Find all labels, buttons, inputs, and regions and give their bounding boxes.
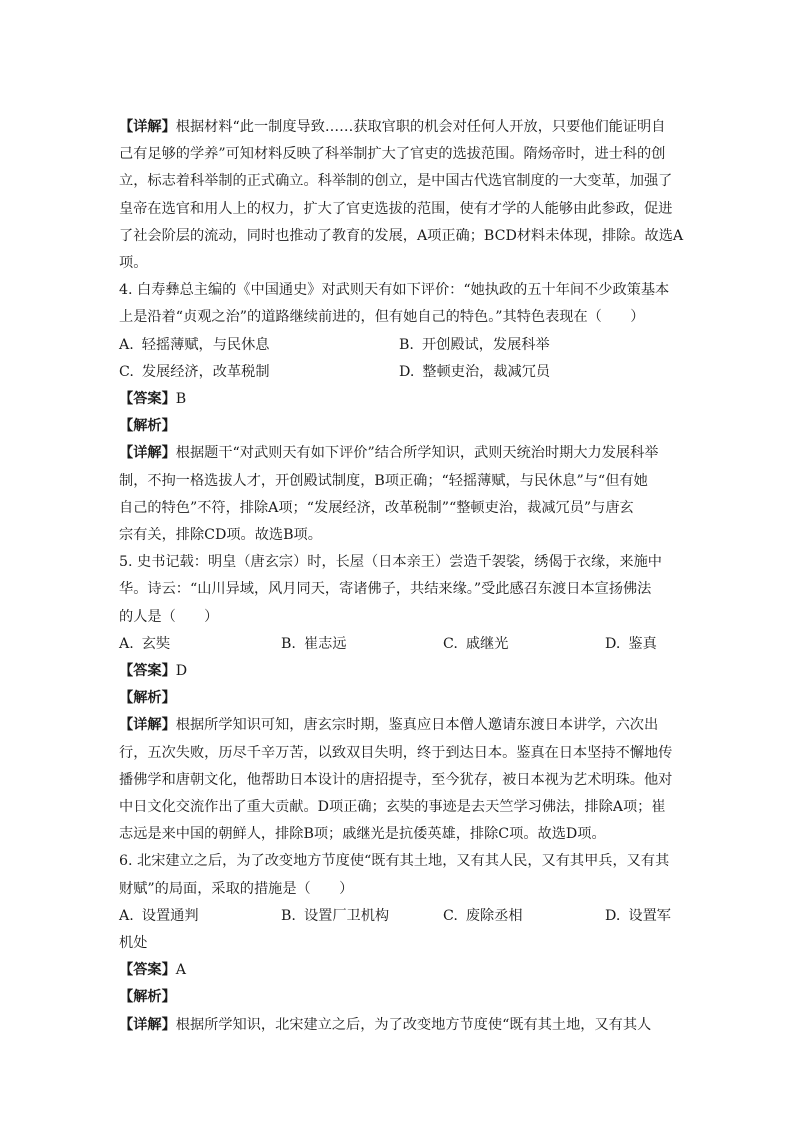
q4-stem bbox=[119, 277, 679, 331]
q3-detail-line: 立，标志着科举制的正式确立。科举制的创立，是中国古代选官制度的一大变革，加强了 bbox=[119, 173, 673, 190]
q4-answer: 【答案】B bbox=[119, 391, 187, 407]
q6-option-d-wrap: 机处 bbox=[119, 935, 148, 952]
q5-detail-line: 中日文化交流作出了重大贡献。D项正确；玄奘的事迹是去天竺学习佛法，排除A项；崔 bbox=[119, 799, 666, 816]
q3-detail-line: 己有足够的学养”可知材料反映了科举制扩大了官吏的选拔范围。隋炀帝时，进士科的创 bbox=[119, 146, 666, 163]
q4-detail bbox=[119, 440, 679, 549]
q6-detail-line: 【详解】根据所学知识，北宋建立之后，为了改变地方节度使“既有其土地，又有其人 bbox=[119, 1016, 652, 1033]
q6-stem-line: 财赋”的局面，采取的措施是（ ） bbox=[119, 880, 354, 897]
q5-stem-line: 华。诗云：“山川异域，风月同天，寄诸佛子，共结来缘。”受此感召东渡日本宣扬佛法 bbox=[119, 581, 652, 598]
q6-stem bbox=[119, 848, 679, 902]
q4-detail-line: 【详解】根据题干“对武则天有如下评价”结合所学知识，武则天统治时期大力发展科举 bbox=[119, 445, 659, 462]
q5-detail-line: 播佛学和唐朝文化，他帮助日本设计的唐招提寺，至今犹存，被日本视为艺术明珠。他对 bbox=[119, 771, 673, 788]
q5-answer: 【答案】D bbox=[119, 663, 188, 680]
q3-detail-line: 项。 bbox=[119, 255, 148, 272]
q6-option-a: A. 设置通判 bbox=[119, 907, 199, 924]
q6-options-row bbox=[119, 903, 679, 930]
q5-stem-line: 的人是（ ） bbox=[119, 608, 219, 625]
detail-label: 【详解】 bbox=[119, 119, 176, 135]
q3-detail-line: 皇帝在选官和用人上的权力，扩大了官吏选拔的范围，使有才学的人能够由此参政，促进 bbox=[119, 200, 673, 217]
q5-option-d: D. 鉴真 bbox=[605, 635, 657, 652]
q6-option-d: D. 设置军 bbox=[605, 907, 671, 924]
q4-stem-line: 4. 白寿彝总主编的《中国通史》对武则天有如下评价：“她执政的五十年间不少政策基本 bbox=[119, 282, 670, 299]
q4-detail-line: 宗有关，排除CD项。故选B项。 bbox=[119, 527, 322, 544]
q3-detail-line: 了社会阶层的流动，同时也推动了教育的发展，A项正确；BCD材料未体现，排除。故选A bbox=[119, 227, 684, 244]
q5-detail-line: 行，五次失败，历尽千辛万苦，以致双目失明，终于到达日本。鉴真在日本坚持不懈地传 bbox=[119, 744, 673, 761]
q4-option-c: C. 发展经济，改革税制 bbox=[119, 363, 270, 380]
q5-detail-line: 【详解】根据所学知识可知，唐玄宗时期，鉴真应日本僧人邀请东渡日本讲学，六次出 bbox=[119, 717, 659, 734]
q5-detail-line: 志远是来中国的朝鲜人，排除B项；戚继光是抗倭英雄，排除C项。故选D项。 bbox=[119, 826, 606, 843]
q5-stem bbox=[119, 549, 679, 631]
page-content bbox=[119, 114, 684, 1039]
q4-analysis-label: 【解析】 bbox=[119, 418, 176, 435]
q4-options-row bbox=[119, 332, 679, 359]
q6-option-c: C. 废除丞相 bbox=[443, 907, 523, 924]
q3-detail-line: 【详解】根据材料“此一制度导致……获取官职的机会对任何人开放，只要他们能证明自 bbox=[119, 119, 666, 135]
q4-option-d: D. 整顿吏治，裁减冗员 bbox=[399, 363, 551, 380]
q6-option-b: B. 设置厂卫机构 bbox=[281, 907, 390, 924]
q4-options-row bbox=[119, 359, 679, 386]
q5-detail bbox=[119, 712, 679, 848]
q4-detail-line: 自己的特色”不符，排除A项；“发展经济，改革税制”“整顿吏治，裁减冗员”与唐玄 bbox=[119, 499, 634, 516]
q5-analysis-label: 【解析】 bbox=[119, 690, 176, 707]
q5-option-a: A. 玄奘 bbox=[119, 635, 171, 652]
q6-stem-line: 6. 北宋建立之后，为了改变地方节度使“既有其土地，又有其人民，又有其甲兵，又有其 bbox=[119, 853, 670, 870]
q5-stem-line: 5. 史书记载：明皇（唐玄宗）时，长屋（日本亲王）尝造千袈裟，绣偈于衣缘，来施中 bbox=[119, 554, 662, 571]
q5-options-row bbox=[119, 631, 679, 658]
q5-option-b: B. 崔志远 bbox=[281, 635, 347, 652]
q4-option-a: A. 轻摇薄赋，与民休息 bbox=[119, 336, 270, 353]
q6-answer: 【答案】A bbox=[119, 962, 187, 979]
q5-option-c: C. 戚继光 bbox=[443, 635, 509, 652]
q6-analysis-label: 【解析】 bbox=[119, 989, 176, 1006]
q4-detail-line: 制，不拘一格选拔人才，开创殿试制度，B项正确；“轻摇薄赋，与民休息”与“但有她 bbox=[119, 472, 648, 489]
q3-detail bbox=[119, 114, 684, 277]
q4-option-b: B. 开创殿试，发展科举 bbox=[399, 336, 550, 353]
q4-stem-line: 上是沿着“贞观之治”的道路继续前进的，但有她自己的特色。”其特色表现在（ ） bbox=[119, 309, 645, 326]
